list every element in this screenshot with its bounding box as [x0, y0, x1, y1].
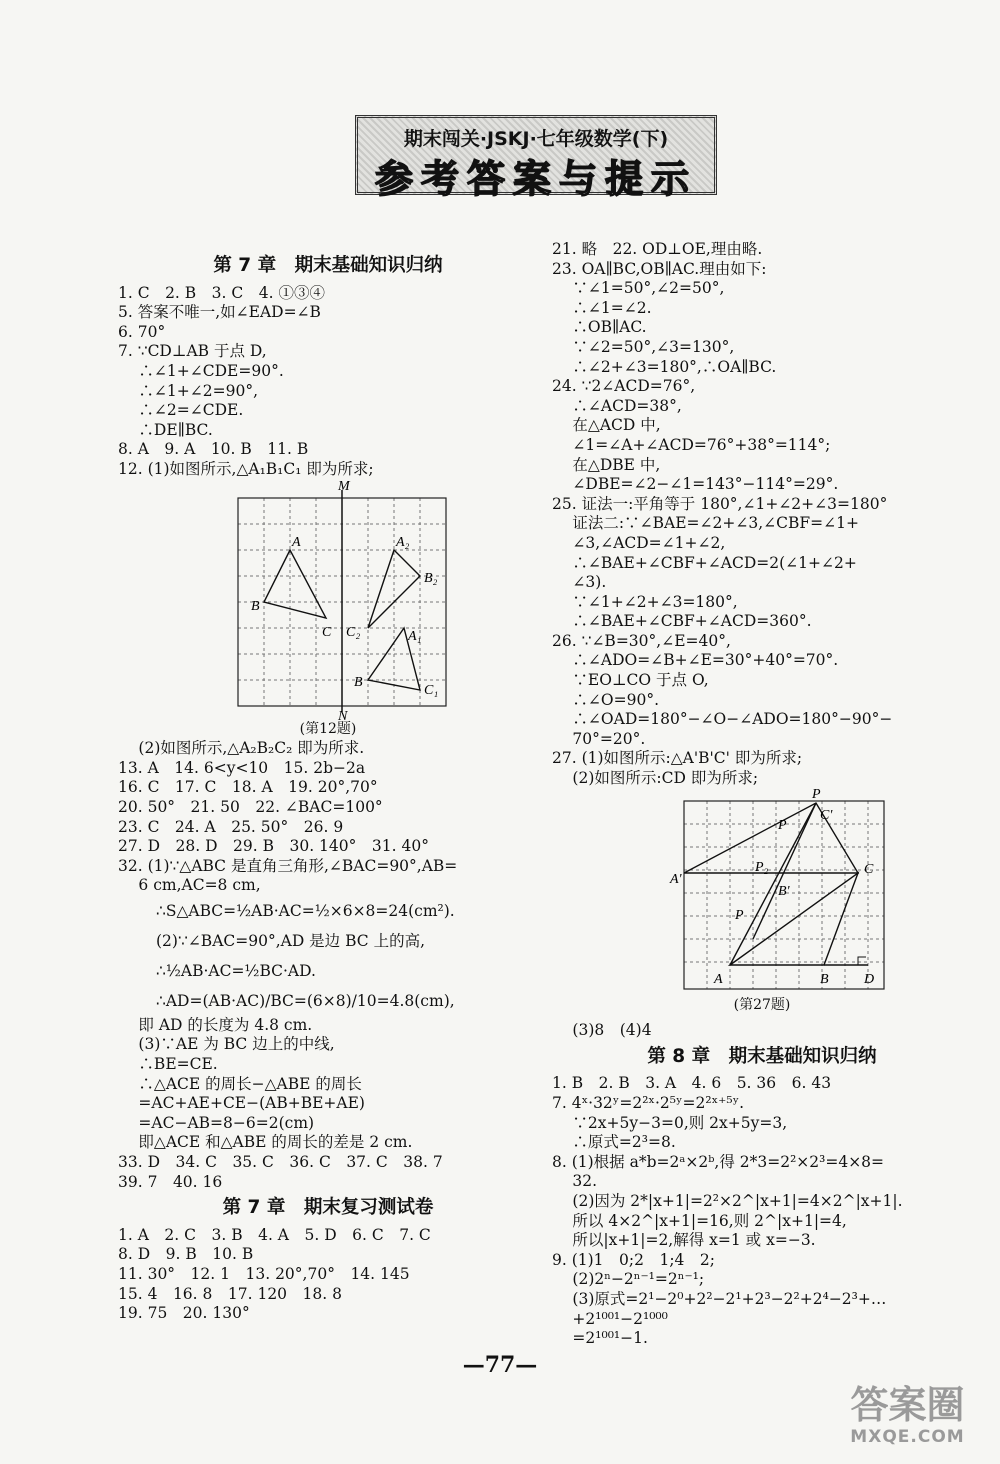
answer-line: 1. C 2. B 3. C 4. ①③④ — [118, 283, 325, 302]
answer-line: ∵EO⊥CO 于点 O, — [552, 671, 709, 690]
answers-block-3 — [118, 896, 538, 1016]
answer-line: ∠DBE=∠2−∠1=143°−114°=29°. — [552, 475, 839, 494]
answer-line: ∴原式=2³=8. — [552, 1133, 676, 1152]
answers-block-2 — [118, 739, 538, 896]
figure-12-grid — [118, 480, 538, 720]
label-C1: C₁ — [424, 682, 439, 698]
answer-line: ∵∠2=50°,∠3=130°, — [552, 337, 735, 356]
label-B-prime: B' — [778, 883, 790, 899]
figure-27-grid — [552, 789, 972, 1004]
answer-line: 7. ∵CD⊥AB 于点 D, — [118, 342, 267, 361]
answer-line: (2)如图所示,△A₂B₂C₂ 即为所求. — [118, 739, 365, 758]
answer-line: 23. C 24. A 25. 50° 26. 9 — [118, 817, 344, 836]
answer-line: ∴BE=CE. — [118, 1055, 218, 1074]
answer-line: 15. 4 16. 8 17. 120 18. 8 — [118, 1284, 342, 1303]
label-C-prime: C' — [820, 807, 833, 823]
answer-line: 所以|x+1|=2,解得 x=1 或 x=−3. — [552, 1231, 816, 1250]
banner-title: 参考答案与提示 — [374, 157, 697, 201]
answer-line: 21. 略 22. OD⊥OE,理由略. — [552, 240, 763, 258]
label-B: B — [820, 971, 829, 987]
answer-line: 27. D 28. D 29. B 30. 140° 31. 40° — [118, 837, 429, 856]
answer-line: 1. B 2. B 3. A 4. 6 5. 36 6. 43 — [552, 1074, 832, 1093]
answer-line: ∴∠BAE+∠CBF+∠ACD=360°. — [552, 612, 812, 631]
answer-line: (3)8 (4)4 — [552, 1021, 652, 1040]
label-C: C — [864, 861, 874, 877]
answer-line: 8. (1)根据 a*b=2ᵃ×2ᵇ,得 2*3=2²×2³=4×8= — [552, 1152, 885, 1171]
label-M: M — [338, 479, 350, 494]
answer-line: 5. 答案不唯一,如∠EAD=∠B — [118, 303, 321, 322]
label-P1: P — [778, 817, 787, 833]
formula-line: ∴S△ABC=½AB·AC=½×6×8=24(cm²). — [156, 901, 455, 920]
answer-line: ∴∠BAE+∠CBF+∠ACD=2(∠1+∠2+ — [552, 553, 857, 572]
answer-line: ∴△ACE 的周长−△ABE 的周长 — [118, 1074, 362, 1093]
answer-line: =AC−AB=8−6=2(cm) — [118, 1113, 315, 1132]
watermark-url: MXQE.COM — [850, 1427, 965, 1447]
answer-line: 7. 4ˣ·32ʸ=2²ˣ·2⁵ʸ=2²ˣ⁺⁵ʸ. — [552, 1094, 745, 1112]
answer-line: 20. 50° 21. 50 22. ∠BAC=100° — [118, 797, 383, 816]
answer-line: 即 AD 的长度为 4.8 cm. — [118, 1015, 313, 1034]
label-A: A — [714, 971, 723, 987]
answer-line: ∠1=∠A+∠ACD=76°+38°=114°; — [552, 435, 831, 454]
label-N: N — [338, 708, 348, 720]
header-banner — [355, 115, 717, 201]
label-C2: C₂ — [346, 624, 361, 640]
answer-line: 6 cm,AC=8 cm, — [118, 876, 261, 895]
answer-line: (3)∵AE 为 BC 边上的中线, — [118, 1035, 335, 1054]
answer-line: 16. C 17. C 18. A 19. 20°,70° — [118, 778, 378, 797]
answer-line: =AC+AE+CE−(AB+BE+AE) — [118, 1094, 365, 1113]
label-B1: B — [354, 674, 363, 690]
label-C: C — [322, 624, 332, 640]
right-column — [552, 240, 972, 1349]
answer-line: 70°=20°. — [552, 729, 646, 748]
label-A-prime: A' — [670, 871, 682, 887]
answer-line: (2)2ⁿ−2ⁿ⁻¹=2ⁿ⁻¹; — [552, 1270, 705, 1289]
label-P2: P₂ — [755, 859, 769, 875]
answer-line: 6. 70° — [118, 322, 166, 341]
answer-line: 所以 4×2^|x+1|=16,则 2^|x+1|=4, — [552, 1211, 847, 1230]
answer-line: ∴OB∥AC. — [552, 318, 647, 337]
answer-line: 27. (1)如图所示:△A'B'C' 即为所求; — [552, 749, 803, 768]
label-B: B — [251, 598, 260, 614]
answer-line: ∴∠OAD=180°−∠O−∠ADO=180°−90°− — [552, 710, 893, 729]
formula-line: ∴½AB·AC=½BC·AD. — [156, 961, 316, 980]
answer-line: ∴∠2=∠CDE. — [118, 401, 244, 420]
watermark-text: 答案圈 — [850, 1383, 965, 1427]
answer-line: 23. OA∥BC,OB∥AC.理由如下: — [552, 259, 767, 278]
answer-line: 32. (1)∵△ABC 是直角三角形,∠BAC=90°,AB= — [118, 856, 458, 875]
answer-line: (2)如图所示:CD 即为所求; — [552, 769, 759, 788]
formula-line: (2)∵∠BAC=90°,AD 是边 BC 上的高, — [156, 931, 426, 950]
answer-line: 在△DBE 中, — [552, 455, 661, 474]
answers-block-1 — [118, 284, 538, 480]
answer-line: (3)原式=2¹−2⁰+2²−2¹+2³−2²+2⁴−2³+… — [552, 1289, 887, 1308]
answer-line: (2)因为 2*|x+1|=2²×2^|x+1|=4×2^|x+1|. — [552, 1191, 903, 1210]
answer-line: ∴∠1+∠2=90°, — [118, 381, 258, 400]
answer-line: 26. ∵∠B=30°,∠E=40°, — [552, 631, 731, 650]
answer-line: ∴DE∥BC. — [118, 420, 213, 439]
answer-line: ∵2x+5y−3=0,则 2x+5y=3, — [552, 1113, 788, 1132]
label-A2: A₂ — [396, 534, 410, 550]
answer-line: 13. A 14. 6<y<10 15. 2b−2a — [118, 758, 366, 777]
answer-line: 11. 30° 12. 1 13. 20°,70° 14. 145 — [118, 1265, 410, 1283]
label-D: D — [864, 971, 875, 987]
answer-line: ∴∠1=∠2. — [552, 298, 652, 317]
answer-line: +2¹⁰⁰¹−2¹⁰⁰⁰ — [552, 1309, 668, 1328]
answer-line: ∴∠ADO=∠B+∠E=30°+40°=70°. — [552, 651, 839, 670]
figure-27-caption: (第27题) — [733, 996, 791, 1013]
answers-block-5 — [118, 1226, 538, 1324]
section-heading-ch8-summary: 第 8 章 期末基础知识归纳 — [647, 1045, 877, 1067]
label-A: A — [292, 534, 301, 550]
answer-line: 39. 7 40. 16 — [118, 1172, 223, 1191]
answer-line: 1. A 2. C 3. B 4. A 5. D 6. C 7. C — [118, 1225, 431, 1244]
label-A1: A₁ — [408, 628, 422, 644]
answer-line: 在△ACD 中, — [552, 416, 661, 435]
answer-line: 12. (1)如图所示,△A₁B₁C₁ 即为所求; — [118, 459, 374, 478]
answer-line: 19. 75 20. 130° — [118, 1304, 250, 1323]
answer-line: ∵∠1+∠2+∠3=180°, — [552, 592, 738, 611]
answer-line: ∴∠O=90°. — [552, 690, 660, 709]
answer-line: 33. D 34. C 35. C 36. C 37. C 38. 7 — [118, 1153, 443, 1172]
figure-12-caption: (第12题) — [299, 720, 357, 737]
banner-subtitle: 期末闯关·JSKJ·七年级数学(下) — [403, 128, 669, 150]
answer-line: ∠3,∠ACD=∠1+∠2, — [552, 533, 726, 552]
label-B2: B₂ — [424, 570, 438, 586]
answer-line: 8. A 9. A 10. B 11. B — [118, 440, 309, 459]
section-heading-ch7-test: 第 7 章 期末复习测试卷 — [222, 1197, 434, 1219]
answer-line: 9. (1)1 0;2 1;4 2; — [552, 1250, 716, 1269]
answers-block-right-1 — [552, 240, 972, 789]
answer-line: 证法二:∵∠BAE=∠2+∠3,∠CBF=∠1+ — [552, 514, 859, 533]
answer-line: ∵∠1=50°,∠2=50°, — [552, 279, 725, 298]
section-heading-ch7-summary: 第 7 章 期末基础知识归纳 — [213, 255, 443, 276]
answer-line: 24. ∵2∠ACD=76°, — [552, 377, 696, 396]
answer-line: 即△ACE 和△ABE 的周长的差是 2 cm. — [118, 1133, 413, 1152]
answer-line: 25. 证法一:平角等于 180°,∠1+∠2+∠3=180° — [552, 494, 888, 513]
answer-line: ∠3). — [552, 573, 607, 592]
answer-line: 32. — [552, 1172, 598, 1191]
answer-line: 8. D 9. B 10. B — [118, 1245, 254, 1264]
answer-line: ∴∠2+∠3=180°,∴OA∥BC. — [552, 357, 777, 376]
answer-line: ∴∠1+∠CDE=90°. — [118, 361, 284, 380]
watermark-logo — [840, 1383, 975, 1448]
formula-line: ∴AD=(AB·AC)/BC=(6×8)/10=4.8(cm), — [156, 991, 455, 1010]
answers-block-right-2 — [552, 1074, 972, 1348]
label-P3: P — [735, 907, 744, 923]
answers-block-4 — [118, 1016, 538, 1192]
left-column — [118, 250, 538, 1324]
answer-line: =2¹⁰⁰¹−1. — [552, 1329, 648, 1348]
label-P-top: P — [812, 788, 821, 802]
answer-line: ∴∠ACD=38°, — [552, 396, 682, 415]
page-number: —77— — [462, 1352, 538, 1378]
